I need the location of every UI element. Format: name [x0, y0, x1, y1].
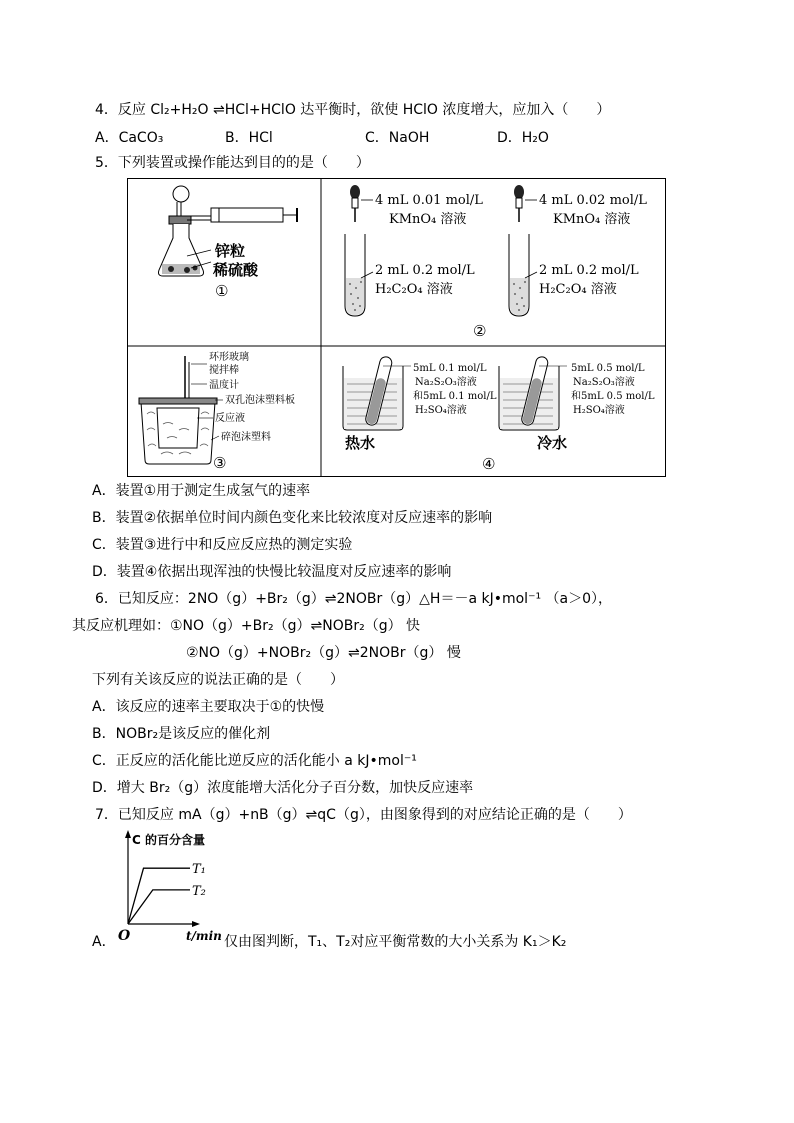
fig2-number: ②	[473, 322, 487, 340]
fig3-label-foam-pieces: 碎泡沫塑料	[221, 432, 271, 443]
fig2-right-bot-line1: 2 mL 0.2 mol/L	[539, 263, 639, 278]
fig2-right-top-line2: KMnO₄ 溶液	[553, 212, 631, 227]
q4-option-c: C．NaOH	[365, 130, 430, 146]
fig2-left-bot-line1: 2 mL 0.2 mol/L	[375, 263, 475, 278]
fig3-label-stirrer-1: 环形玻璃	[209, 352, 249, 363]
q4-option-a: A．CaCO₃	[95, 130, 164, 146]
fig2-left-top-line2: KMnO₄ 溶液	[389, 212, 467, 227]
q6-mechanism-step1: 其反应机理如：①NO（g）+Br₂（g）⇌NOBr₂（g） 快	[72, 618, 421, 634]
chart-series-label-1: T₁	[192, 862, 206, 878]
chart-y-axis-arrow	[125, 830, 131, 838]
q5-stem: 5．下列装置或操作能达到目的的是（ ）	[95, 155, 370, 171]
fig3-label-foam-board: 双孔泡沫塑料板	[225, 395, 295, 406]
q4-option-b: B．HCl	[225, 130, 273, 146]
fig4-cold-water-bath	[499, 356, 567, 430]
q6-option-d: D．增大 Br₂（g）浓度能增大活化分子百分数，加快反应速率	[92, 780, 474, 796]
chart-x-label: t/min	[186, 929, 222, 943]
fig4-label-cold-water: 冷水	[537, 434, 568, 452]
fig3-label-thermometer: 温度计	[209, 380, 239, 391]
fig4-left-line3: 和5mL 0.1 mol/L	[413, 391, 497, 402]
chart-origin-label: O	[118, 928, 131, 944]
fig4-right-line4: H₂SO₄溶液	[573, 405, 625, 416]
q7-stem: 7．已知反应 mA（g）+nB（g）⇌qC（g），由图象得到的对应结论正确的是（ ）	[95, 807, 632, 823]
fig4-number: ④	[482, 455, 496, 473]
q6-question: 下列有关该反应的说法正确的是（ ）	[92, 672, 344, 688]
chart-series-layer	[128, 862, 206, 924]
q6-stem: 6．已知反应：2NO（g）+Br₂（g）⇌2NOBr（g）△H＝－a kJ•mol⁻¹ （a＞0），	[95, 591, 613, 607]
q6-option-b: B．NOBr₂是该反应的催化剂	[92, 726, 271, 742]
fig4-left-line2: Na₂S₂O₃溶液	[415, 377, 477, 388]
q5-option-a: A．装置①用于测定生成氢气的速率	[92, 483, 311, 499]
fig1-label-zinc: 锌粒	[215, 242, 246, 260]
fig2-right-bot-line2: H₂C₂O₄ 溶液	[539, 282, 617, 297]
fig2-right-top-line1: 4 mL 0.02 mol/L	[539, 193, 647, 208]
q5-apparatus-figure	[127, 178, 667, 478]
fig1-label-acid: 稀硫酸	[213, 261, 259, 279]
q7-option-a-text: 仅由图判断，T₁、T₂对应平衡常数的大小关系为 K₁＞K₂	[224, 934, 567, 950]
q5-option-b: B．装置②依据单位时间内颜色变化来比较浓度对反应速率的影响	[92, 510, 493, 526]
fig4-right-line2: Na₂S₂O₃溶液	[573, 377, 635, 388]
chart-series-line-1	[128, 868, 190, 924]
q5-option-d: D．装置④依据出现浑浊的快慢比较温度对反应速率的影响	[92, 564, 452, 580]
fig4-right-line3: 和5mL 0.5 mol/L	[571, 391, 655, 402]
chart-y-label: C 的百分含量	[132, 833, 205, 847]
chart-series-label-2: T₂	[192, 883, 206, 899]
q4-stem: 4．反应 Cl₂+H₂O ⇌HCl+HClO 达平衡时，欲使 HClO 浓度增大，应加入（ ）	[95, 102, 611, 118]
chart-x-axis-arrow	[192, 921, 200, 927]
fig2-right-dropper-tube	[509, 185, 537, 316]
fig4-left-line1: 5mL 0.1 mol/L	[413, 363, 487, 374]
fig4-hot-water-bath	[343, 356, 411, 430]
fig3-number: ③	[213, 454, 227, 472]
q7-option-a-label: A．	[92, 934, 116, 950]
fig4-left-line4: H₂SO₄溶液	[415, 405, 467, 416]
fig3-label-reaction-liquid: 反应液	[215, 413, 245, 424]
q6-option-a: A．该反应的速率主要取决于①的快慢	[92, 699, 325, 715]
fig4-right-line1: 5mL 0.5 mol/L	[571, 363, 645, 374]
fig1-number: ①	[215, 282, 229, 300]
fig2-left-bot-line2: H₂C₂O₄ 溶液	[375, 282, 453, 297]
q6-mechanism-step2: ②NO（g）+NOBr₂（g）⇌2NOBr（g） 慢	[186, 645, 461, 661]
q6-option-c: C．正反应的活化能比逆反应的活化能小 a kJ•mol⁻¹	[92, 753, 417, 769]
fig3-label-stirrer-2: 搅拌棒	[209, 365, 239, 376]
fig2-left-top-line1: 4 mL 0.01 mol/L	[375, 193, 483, 208]
q4-option-d: D．H₂O	[497, 130, 549, 146]
q5-option-c: C．装置③进行中和反应反应热的测定实验	[92, 537, 353, 553]
fig4-label-hot-water: 热水	[345, 434, 376, 452]
fig2-left-dropper-tube	[345, 185, 373, 316]
chart-series-line-2	[128, 890, 190, 924]
q7-chart	[110, 828, 230, 946]
